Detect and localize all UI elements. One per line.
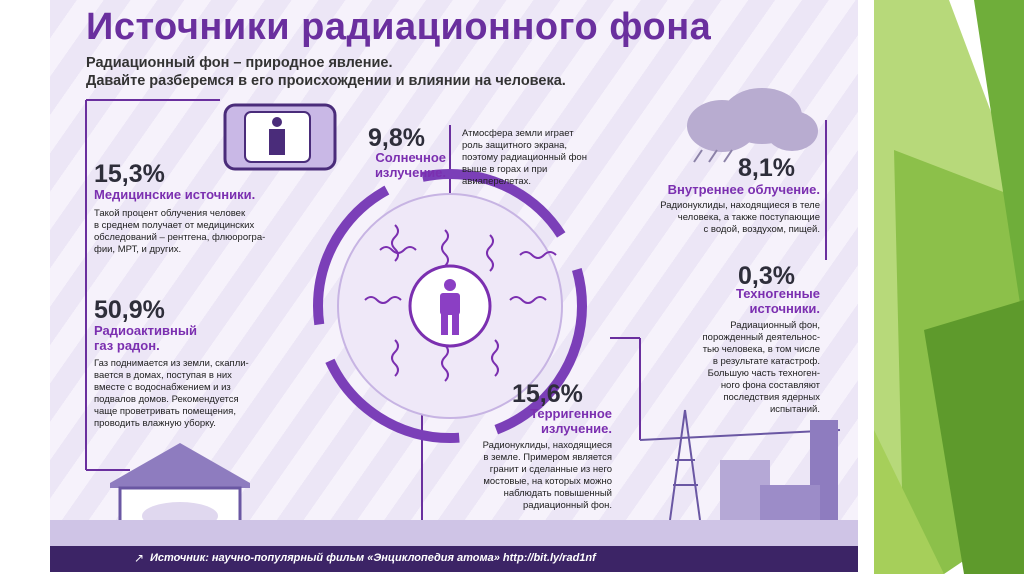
terrigenous-percent: 15,6% (512, 380, 583, 408)
poster-title: Источники радиационного фона (86, 6, 712, 48)
solar-percent: 9,8% (368, 124, 425, 152)
medical-scanner-icon (220, 102, 340, 172)
radon-label: Радиоактивный газ радон. (94, 323, 197, 353)
manmade-text: Радиационный фон, порожденный деятельнос- тью человека, в том числе в результате катастроф. Большую часть техноген- ного фона составляют последствия ядерных испытаний. (702, 320, 820, 415)
infographic-poster (50, 0, 858, 572)
terrigenous-label: Терригенное излучение. (530, 406, 612, 436)
power-plant-icon (630, 400, 850, 540)
terrigenous-text: Радионуклиды, находящиеся в земле. Примером является гранит и сделанные из него мостовые, на которых можно наблюдать повышенный радиационный фон. (482, 440, 612, 511)
internal-percent: 8,1% (738, 154, 795, 182)
solar-label: Солнечное излучение. (374, 150, 446, 180)
medical-percent: 15,3% (94, 160, 165, 188)
subtitle-line-2: Давайте разберемся в его происхождении и влиянии на человека. (86, 73, 566, 89)
manmade-percent: 0,3% (738, 262, 795, 290)
radon-text: Газ поднимается из земли, скапли- вается в домах, поступая в них вместе с водоснабжением и из подвалов домов. Рекомендуется чаще проветривать помещения, проводить влажную уборку. (94, 358, 249, 429)
solar-text: Атмосфера земли играет роль защитного экрана, поэтому радиационный фон выше в горах и при авиаперелетах. (462, 128, 587, 187)
person-icon (430, 278, 470, 338)
footer-bar (50, 546, 858, 572)
slide-decoration (854, 0, 1024, 574)
subtitle-line-1: Радиационный фон – природное явление. (86, 55, 393, 71)
internal-label: Внутреннее облучение. (667, 182, 820, 197)
ground-strip (50, 520, 858, 546)
internal-text: Радионуклиды, находящиеся в теле человека, а также поступающие с водой, воздухом, пищей. (660, 200, 820, 235)
manmade-label: Техногенные источники. (735, 286, 820, 316)
source-credit[interactable]: Источник: научно-популярный фильм «Энциклопедия атома» http://bit.ly/rad1nf (150, 552, 596, 564)
medical-text: Такой процент облучения человек в среднем получает от медицинских обследований – рентгена, флюорогра- фии, МРТ, и других. (94, 208, 266, 255)
medical-label: Медицинские источники. (94, 187, 256, 202)
arrow-icon: ↗ (134, 551, 145, 565)
radon-percent: 50,9% (94, 296, 165, 324)
